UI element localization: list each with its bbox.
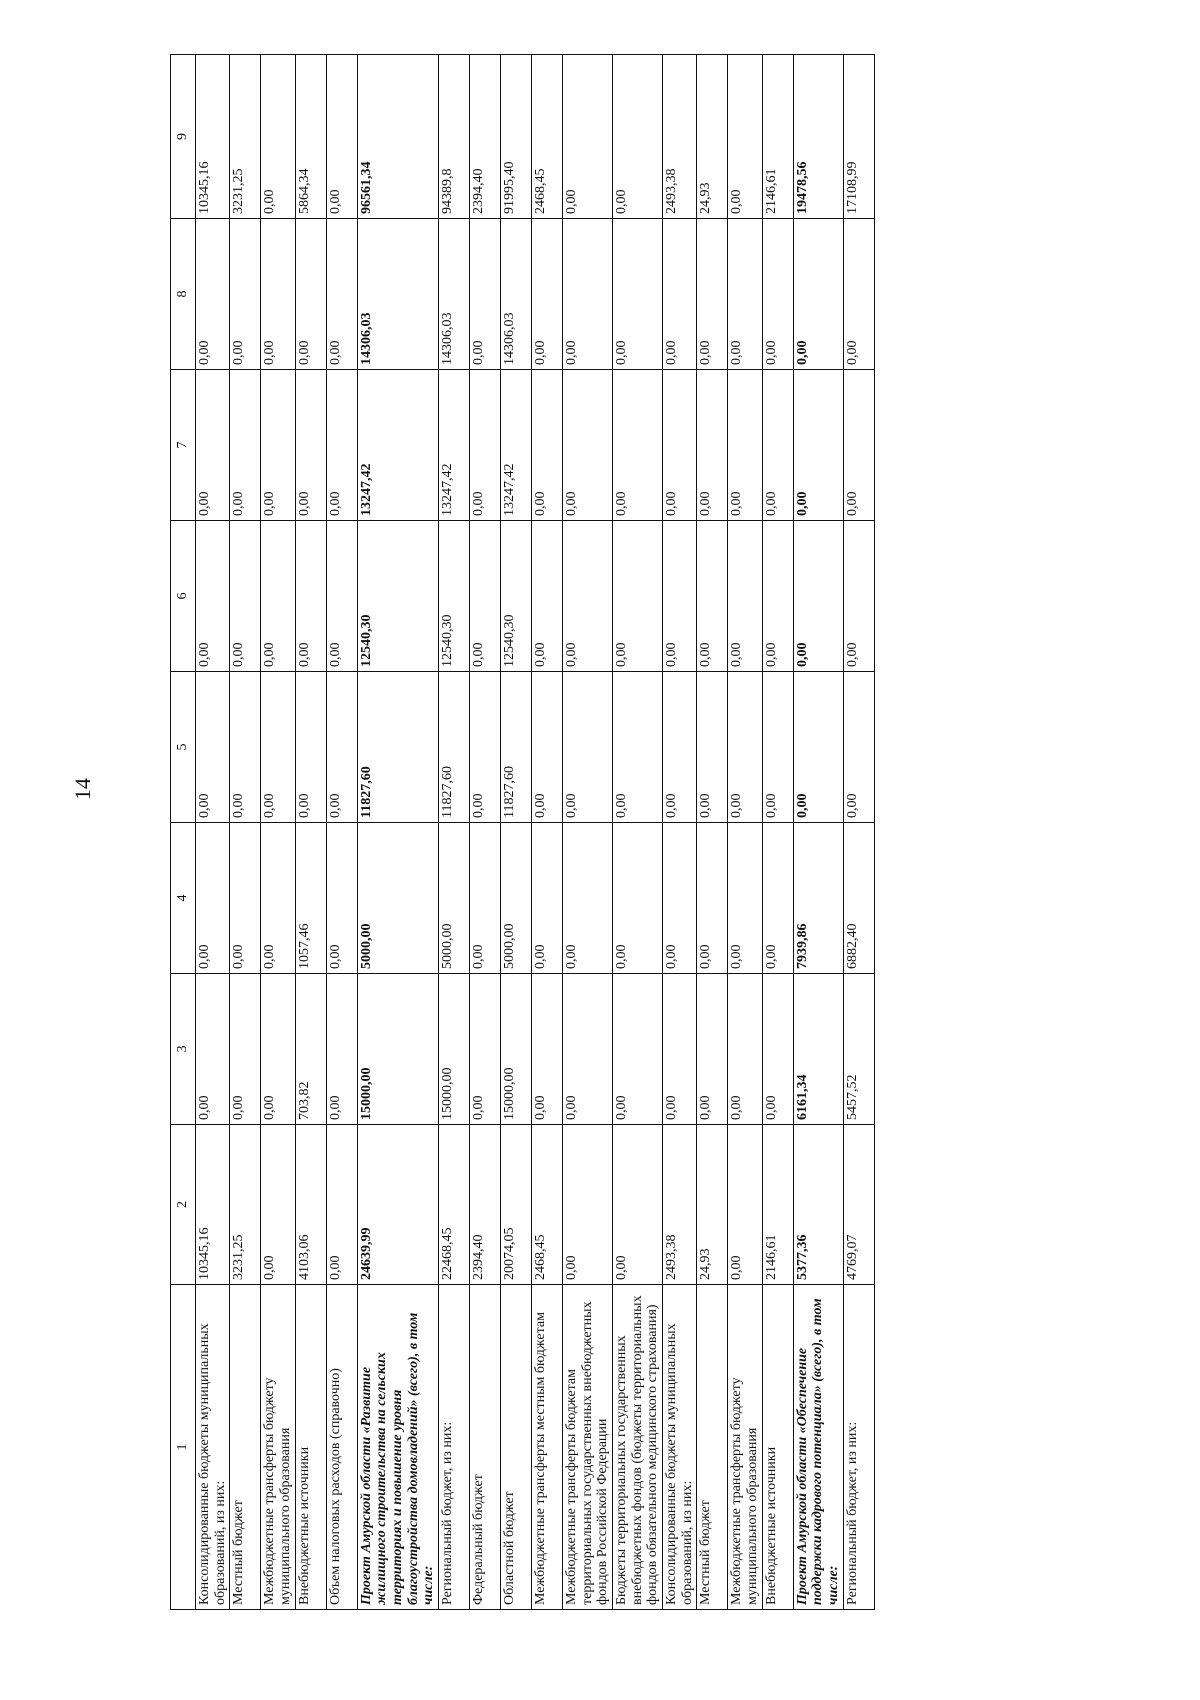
value-cell: 4103,06 — [295, 1125, 326, 1285]
value-cell: 0,00 — [613, 1125, 663, 1285]
row-label: Внебюджетные источники — [762, 1285, 793, 1610]
value-cell: 0,00 — [843, 219, 874, 370]
value-cell: 0,00 — [230, 974, 261, 1125]
value-cell: 0,00 — [613, 823, 663, 974]
value-cell: 7939,86 — [793, 823, 843, 974]
value-cell: 0,00 — [563, 521, 613, 672]
value-cell: 0,00 — [326, 219, 357, 370]
value-cell: 0,00 — [793, 521, 843, 672]
value-cell: 2394,40 — [470, 55, 501, 219]
value-cell: 2468,45 — [532, 55, 563, 219]
value-cell: 0,00 — [230, 823, 261, 974]
value-cell: 0,00 — [261, 55, 295, 219]
table-row — [697, 55, 728, 1610]
value-cell: 2493,38 — [663, 1125, 697, 1285]
value-cell: 0,00 — [532, 370, 563, 521]
value-cell: 0,00 — [843, 672, 874, 823]
row-label: Межбюджетные трансферты местным бюджетам — [532, 1285, 563, 1610]
value-cell: 0,00 — [563, 370, 613, 521]
value-cell: 24639,99 — [357, 1125, 438, 1285]
value-cell: 0,00 — [762, 974, 793, 1125]
value-cell: 0,00 — [663, 219, 697, 370]
header-cell: 2 — [171, 1125, 196, 1285]
value-cell: 5000,00 — [357, 823, 438, 974]
header-row — [171, 55, 196, 1610]
table-row — [470, 55, 501, 1610]
value-cell: 0,00 — [326, 672, 357, 823]
value-cell: 0,00 — [697, 219, 728, 370]
table-row — [843, 55, 874, 1610]
value-cell: 2468,45 — [532, 1125, 563, 1285]
value-cell: 0,00 — [613, 55, 663, 219]
value-cell: 0,00 — [196, 370, 230, 521]
table-row — [501, 55, 532, 1610]
value-cell: 0,00 — [196, 521, 230, 672]
value-cell: 0,00 — [728, 55, 762, 219]
row-label: Межбюджетные трансферты бюджету муниципального образования — [728, 1285, 762, 1610]
value-cell: 6161,34 — [793, 974, 843, 1125]
value-cell: 15000,00 — [501, 974, 532, 1125]
value-cell: 12540,30 — [439, 521, 470, 672]
value-cell: 0,00 — [532, 672, 563, 823]
value-cell: 0,00 — [843, 521, 874, 672]
table-row — [762, 55, 793, 1610]
value-cell: 0,00 — [728, 1125, 762, 1285]
value-cell: 0,00 — [326, 55, 357, 219]
value-cell: 0,00 — [230, 370, 261, 521]
value-cell: 11827,60 — [357, 672, 438, 823]
value-cell: 0,00 — [663, 974, 697, 1125]
table-row — [196, 55, 230, 1610]
value-cell: 0,00 — [613, 672, 663, 823]
value-cell: 0,00 — [728, 672, 762, 823]
rotated-page-content — [170, 55, 1070, 1610]
row-label: Областной бюджет — [501, 1285, 532, 1610]
value-cell: 0,00 — [261, 219, 295, 370]
value-cell: 0,00 — [728, 370, 762, 521]
value-cell: 0,00 — [295, 672, 326, 823]
value-cell: 0,00 — [762, 370, 793, 521]
value-cell: 0,00 — [613, 370, 663, 521]
value-cell: 0,00 — [663, 823, 697, 974]
value-cell: 5864,34 — [295, 55, 326, 219]
value-cell: 14306,03 — [439, 219, 470, 370]
value-cell: 0,00 — [261, 672, 295, 823]
value-cell: 0,00 — [532, 219, 563, 370]
value-cell: 22468,45 — [439, 1125, 470, 1285]
value-cell: 0,00 — [663, 672, 697, 823]
row-label: Местный бюджет — [697, 1285, 728, 1610]
value-cell: 0,00 — [563, 823, 613, 974]
row-label: Межбюджетные трансферты бюджету муниципального образования — [261, 1285, 295, 1610]
value-cell: 96561,34 — [357, 55, 438, 219]
value-cell: 12540,30 — [501, 521, 532, 672]
table-row — [728, 55, 762, 1610]
value-cell: 0,00 — [532, 823, 563, 974]
value-cell: 6882,40 — [843, 823, 874, 974]
value-cell: 0,00 — [793, 370, 843, 521]
page-number: 14 — [70, 778, 95, 800]
value-cell: 0,00 — [196, 974, 230, 1125]
value-cell: 13247,42 — [439, 370, 470, 521]
value-cell: 0,00 — [728, 219, 762, 370]
value-cell: 0,00 — [762, 521, 793, 672]
value-cell: 0,00 — [326, 370, 357, 521]
value-cell: 0,00 — [261, 521, 295, 672]
value-cell: 0,00 — [470, 521, 501, 672]
value-cell: 0,00 — [563, 672, 613, 823]
header-cell: 5 — [171, 672, 196, 823]
value-cell: 0,00 — [196, 672, 230, 823]
budget-table — [170, 54, 875, 1610]
value-cell: 91995,40 — [501, 55, 532, 219]
value-cell: 0,00 — [261, 1125, 295, 1285]
value-cell: 0,00 — [762, 219, 793, 370]
value-cell: 0,00 — [532, 974, 563, 1125]
value-cell: 703,82 — [295, 974, 326, 1125]
row-label: Проект Амурской области «Развитие жилищного строительства на сельских территориях и повышение уровня благоустройства домовладений» (всего), в том числе: — [357, 1285, 438, 1610]
table-row — [532, 55, 563, 1610]
row-label: Бюджеты территориальных государственных внебюджетных фондов (бюджеты территориальных фондов обязательного медицинского страхования) — [613, 1285, 663, 1610]
value-cell: 0,00 — [295, 219, 326, 370]
value-cell: 17108,99 — [843, 55, 874, 219]
value-cell: 15000,00 — [357, 974, 438, 1125]
value-cell: 0,00 — [613, 974, 663, 1125]
value-cell: 13247,42 — [501, 370, 532, 521]
value-cell: 0,00 — [697, 672, 728, 823]
value-cell: 4769,07 — [843, 1125, 874, 1285]
value-cell: 0,00 — [326, 1125, 357, 1285]
value-cell: 0,00 — [261, 370, 295, 521]
value-cell: 20074,05 — [501, 1125, 532, 1285]
value-cell: 13247,42 — [357, 370, 438, 521]
value-cell: 0,00 — [697, 521, 728, 672]
value-cell: 0,00 — [663, 370, 697, 521]
table-body — [196, 55, 875, 1610]
row-label: Региональный бюджет, из них: — [439, 1285, 470, 1610]
table-row — [663, 55, 697, 1610]
row-label: Консолидированные бюджеты муниципальных образований, из них: — [663, 1285, 697, 1610]
value-cell: 0,00 — [295, 521, 326, 672]
value-cell: 5000,00 — [439, 823, 470, 974]
value-cell: 24,93 — [697, 1125, 728, 1285]
table-row — [613, 55, 663, 1610]
table-row — [295, 55, 326, 1610]
value-cell: 0,00 — [697, 974, 728, 1125]
value-cell: 0,00 — [762, 672, 793, 823]
value-cell: 1057,46 — [295, 823, 326, 974]
value-cell: 10345,16 — [196, 1125, 230, 1285]
value-cell: 11827,60 — [439, 672, 470, 823]
row-label: Консолидированные бюджеты муниципальных образований, из них: — [196, 1285, 230, 1610]
value-cell: 94389,8 — [439, 55, 470, 219]
value-cell: 0,00 — [728, 974, 762, 1125]
header-cell: 7 — [171, 370, 196, 521]
value-cell: 0,00 — [230, 672, 261, 823]
row-label: Федеральный бюджет — [470, 1285, 501, 1610]
value-cell: 0,00 — [326, 521, 357, 672]
value-cell: 0,00 — [230, 521, 261, 672]
value-cell: 0,00 — [196, 823, 230, 974]
value-cell: 0,00 — [728, 521, 762, 672]
table-row — [563, 55, 613, 1610]
value-cell: 0,00 — [470, 823, 501, 974]
table-row — [230, 55, 261, 1610]
table-row — [261, 55, 295, 1610]
value-cell: 0,00 — [295, 370, 326, 521]
value-cell: 0,00 — [563, 219, 613, 370]
row-label: Внебюджетные источники — [295, 1285, 326, 1610]
header-cell: 3 — [171, 974, 196, 1125]
value-cell: 0,00 — [470, 974, 501, 1125]
value-cell: 2146,61 — [762, 55, 793, 219]
row-label: Межбюджетные трансферты бюджетам территориальных государственных внебюджетных фондов Российской Федерации — [563, 1285, 613, 1610]
value-cell: 19478,56 — [793, 55, 843, 219]
header-cell: 1 — [171, 1285, 196, 1610]
value-cell: 24,93 — [697, 55, 728, 219]
row-label: Региональный бюджет, из них: — [843, 1285, 874, 1610]
value-cell: 14306,03 — [357, 219, 438, 370]
value-cell: 3231,25 — [230, 55, 261, 219]
value-cell: 0,00 — [843, 370, 874, 521]
value-cell: 2394,40 — [470, 1125, 501, 1285]
value-cell: 3231,25 — [230, 1125, 261, 1285]
value-cell: 0,00 — [261, 823, 295, 974]
value-cell: 0,00 — [663, 521, 697, 672]
header-cell: 4 — [171, 823, 196, 974]
value-cell: 0,00 — [697, 370, 728, 521]
value-cell: 11827,60 — [501, 672, 532, 823]
table-row — [357, 55, 438, 1610]
value-cell: 0,00 — [196, 219, 230, 370]
value-cell: 12540,30 — [357, 521, 438, 672]
value-cell: 0,00 — [793, 219, 843, 370]
value-cell: 5377,36 — [793, 1125, 843, 1285]
row-label: Объем налоговых расходов (справочно) — [326, 1285, 357, 1610]
value-cell: 0,00 — [230, 219, 261, 370]
value-cell: 0,00 — [697, 823, 728, 974]
value-cell: 0,00 — [563, 55, 613, 219]
table-row — [439, 55, 470, 1610]
value-cell: 10345,16 — [196, 55, 230, 219]
table-row — [793, 55, 843, 1610]
value-cell: 5000,00 — [501, 823, 532, 974]
value-cell: 0,00 — [532, 521, 563, 672]
value-cell: 14306,03 — [501, 219, 532, 370]
value-cell: 0,00 — [762, 823, 793, 974]
table-row — [326, 55, 357, 1610]
value-cell: 0,00 — [470, 672, 501, 823]
value-cell: 0,00 — [261, 974, 295, 1125]
row-label: Проект Амурской области «Обеспечение поддержки кадрового потенциала» (всего), в том числе: — [793, 1285, 843, 1610]
header-cell: 8 — [171, 219, 196, 370]
value-cell: 2146,61 — [762, 1125, 793, 1285]
value-cell: 0,00 — [326, 974, 357, 1125]
value-cell: 0,00 — [470, 219, 501, 370]
value-cell: 0,00 — [470, 370, 501, 521]
value-cell: 2493,38 — [663, 55, 697, 219]
value-cell: 0,00 — [728, 823, 762, 974]
value-cell: 0,00 — [793, 672, 843, 823]
value-cell: 0,00 — [613, 521, 663, 672]
row-label: Местный бюджет — [230, 1285, 261, 1610]
value-cell: 15000,00 — [439, 974, 470, 1125]
value-cell: 5457,52 — [843, 974, 874, 1125]
header-cell: 6 — [171, 521, 196, 672]
value-cell: 0,00 — [326, 823, 357, 974]
header-cell: 9 — [171, 55, 196, 219]
value-cell: 0,00 — [563, 974, 613, 1125]
value-cell: 0,00 — [613, 219, 663, 370]
value-cell: 0,00 — [563, 1125, 613, 1285]
